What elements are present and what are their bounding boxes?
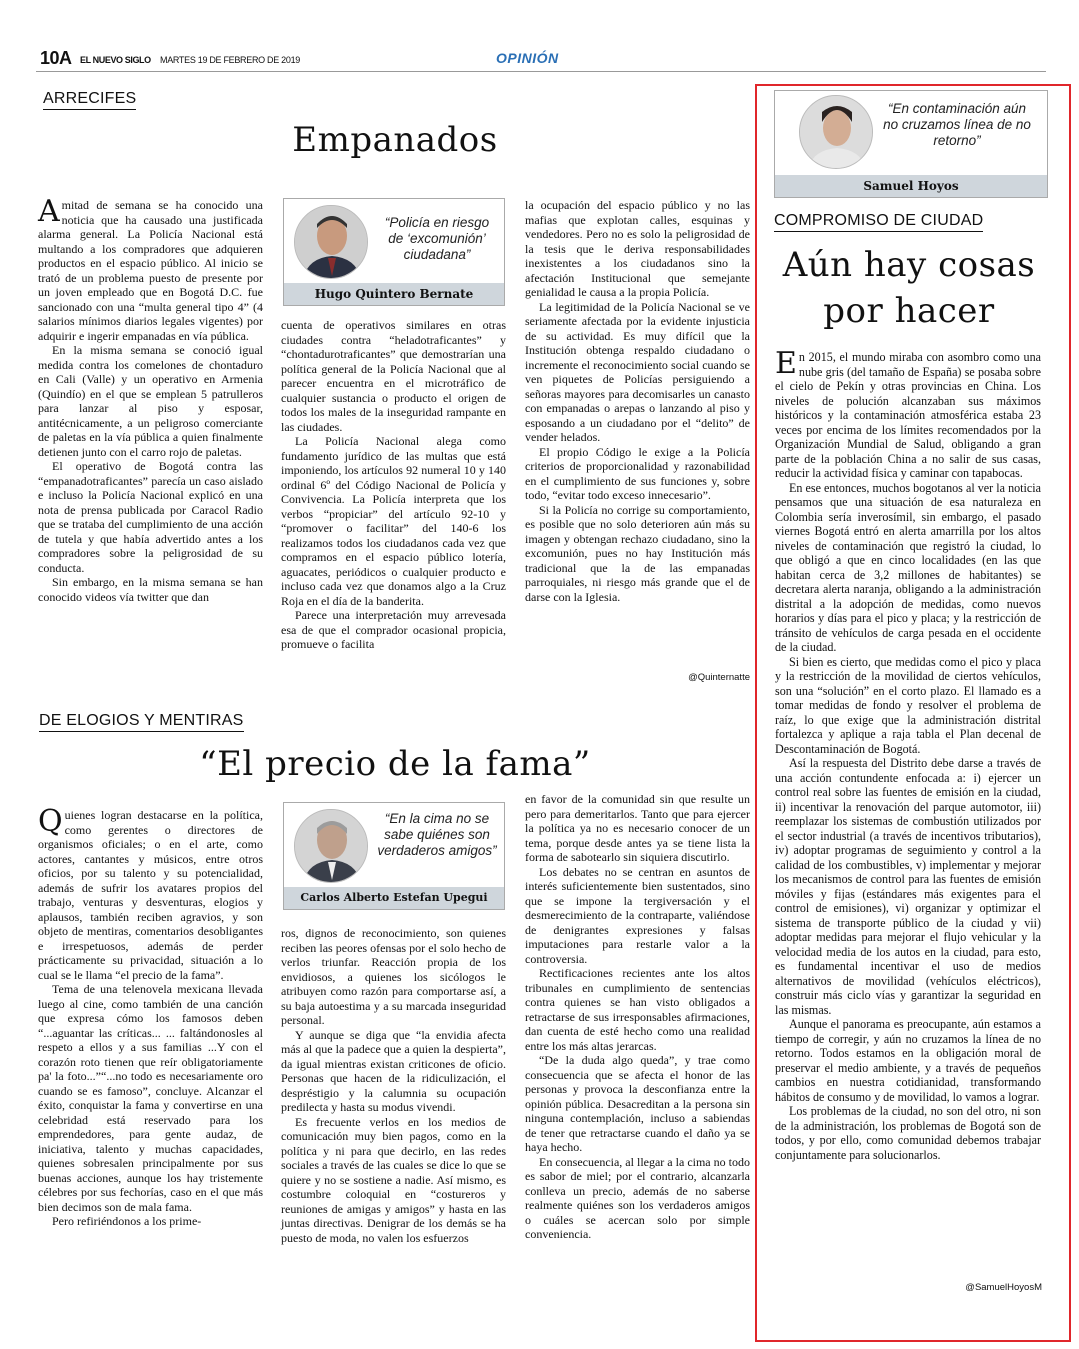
author-card — [283, 198, 505, 306]
article-column: en favor de la comunidad sin que resulte un pero para demeritarlos. Tanto que para ejercer la política ya no es necesario conocer de un tema, porque desde antes ya se tiene lista la forma de sabotearlo sin siquiera discutirlo. Los debates no se centran en asuntos de interés suficientemente bien sustentados, sino que se impone la tergiversación y el desmerecimiento de la contraparte, valiéndose de denigrantes expresiones y falsas imputaciones para restarle valor a la controversia. Rectificaciones recientes ante los altos tribunales en cumplimiento de sentencias contra quienes se han visto obligados a retractarse de sus irresponsables afirmaciones, dan cuenta de esté hecho como una realidad entre los más altas jerarcas. “De la duda algo queda”, y trae como consecuencia que se afecta el honor de las personas y provoca la desconfianza entre la opinión pública. Desacreditan a la persona sin ninguna contemplación, incluso a sabiendas de tener que retractarse cuando el daño ya se haya hecho. En consecuencia, al llegar a la cima no todo es sabor de miel; por el contrario, alcanzarla conlleva un precio, además de no saberse realmente quiénes son los verdaderos amigos o cuáles se acercan solo por simple conveniencia. — [525, 792, 750, 1241]
pull-quote: “En la cima no se sabe quiénes son verdaderos amigos” — [377, 811, 497, 858]
author-photo — [294, 809, 368, 883]
drop-cap: A — [38, 194, 60, 229]
page-header — [36, 46, 1046, 72]
issue-date: MARTES 19 DE FEBRERO DE 2019 — [160, 55, 300, 65]
article-title: “El precio de la fama” — [199, 744, 591, 784]
author-photo — [799, 95, 873, 169]
article-column: En 2015, el mundo miraba con asombro como una nube gris (del tamaño de España) se posaba sobre el cielo de Pekín y otras provincias en China. Los niveles de polución alcanzaban sus máximos históricos y la contaminación atmosférica estaba 23 veces por encima de los límites recomendados por la Organización Mundial de Salud, obligando a gran parte de la población China a no salir de sus casas, reducir la actividad física y caminar con tapabocas. En ese entonces, muchos bogotanos al ver la noticia pensamos que una situación de esa naturaleza en Colombia sería inverosímil, sin embargo, el pasado viernes Bogotá entró en alerta amarrilla por los altos niveles de contaminación que registró la ciudad, lo que obligó a que en cinco localidades (en las que habitan cerca de 3,2 millones de habitantes) se decretara alerta naranja, obligando a la administración distrital a la adopción de medidas, como nuevos horarios y días para el pico y placa; y la restricción de tránsito de vehículos de carga pesada en el occidente de la ciudad. Si bien es cierto, que medidas como el pico y placa y la restricción de la movilidad de ciertos vehículos, son una “solución” en el corto plazo. El llamado es a tomar medidas de fondo y resolver el problema de raíz, lo que exige que la administración distrital fortalezca y aplique a raja tabla el Plan decenal de Descontaminación de Bogotá. Así la respuesta del Distrito debe darse a través de una acción contundente enfocada a: i) ejercer un control real sobre las fuentes de emisión en la ciudad, ii) incentivar la renovación del parque automotor, iii) reemplazar los sistemas de combustión utilizados por el sector industrial (a través de incentivos tributarios), iv) adoptar programas de seguimiento y control a la calidad de los combustibles, v) implementar y mejorar los mecanismos de control para las fuentes de emisión móviles y fijas (estándares más exigentes para el control de emisiones), vi) organizar y optimizar el sistema de transporte público de la ciudad y vii) adoptar medidas para mejorar el flujo vehicular y la velocidad media de los autos en la ciudad, para esto, es fundamental incentivar el uso de medios alternativos de movilidad (vehículos eléctricos), construir más ciclo vías y garantizar la seguridad en las mismas. Aunque el panorama es preocupante, aún estamos a tiempo de corregir, y aún no cruzamos la línea de no retorno. Todos estamos en la obligación moral de preservar el medio ambiente, y a través de pequeños cambios en nuestra cotidianidad, transformando hábitos de consumo y de movilidad, lo vamos a lograr. Los problemas de la ciudad, no son del otro, ni son de la administración, los problemas de Bogotá son de todos, y por ello, como comunidad debemos trabajar conjuntamente para solucionarlos. — [775, 346, 1041, 1162]
article-title: Aún hay cosas por hacer — [782, 245, 1036, 331]
page-number: 10A — [40, 48, 72, 68]
author-photo — [294, 205, 368, 279]
author-card — [283, 802, 505, 910]
drop-cap: Q — [38, 804, 63, 839]
author-handle: @SamuelHoyosM — [965, 1282, 1042, 1293]
author-name: Hugo Quintero Bernate — [284, 283, 504, 305]
section-name: OPINIÓN — [496, 50, 559, 66]
author-handle: @Quinternatte — [688, 672, 750, 683]
article-column: la ocupación del espacio público y no las mafias que explotan calles, esquinas y vendedores. Pero no es solo la peligrosidad de la tesis que le deriva responsabilidades inexistentes a los ciudadanos sino la afectación Institucional que semejante genialidad le causa a la propia Policía. La legitimidad de la Policía Nacional se ve seriamente afectada por la evidente injusticia de su actividad. Es muy difícil que la Institución obtenga respaldo ciudadano o incremente el reconocimiento social cuando se ven piquetes de Policías persiguiendo a señoras mayores para decomisarles un canasto con empanadas o arepas o lanzando al piso y esposando a un ciudadano por el “delito” de vender helados. El propio Código le exige a la Policía criterios de proporcionalidad y razonabilidad en el cumplimiento de sus funciones y, sobre todo, “evitar todo exceso innecesario”. Si la Policía no corrige su comportamiento, es posible que no solo deterioren aún más su imagen y obtengan rechazo ciudadano, sino la excomunión, pues no hay Institución más tradicional que la de las empanadas parroquiales, ni riesgo más grande que el de darse con la Iglesia. — [525, 198, 750, 604]
author-card — [774, 90, 1048, 198]
pull-quote: “Policía en riesgo de ‘excomunión’ ciudadana” — [384, 215, 490, 262]
kicker-elogios: DE ELOGIOS Y MENTIRAS — [39, 712, 244, 732]
author-name: Carlos Alberto Estefan Upegui — [284, 887, 504, 909]
article-column: cuenta de operativos similares en otras ciudades contra “heladotraficantes” y “chontadurotraficantes” que demostrarían una política general de la Policía Nacional que al parecer encuentra en el microtráfico de cualquier sustancia o producto el origen de todos los males de la inseguridad rampante en las ciudades. La Policía Nacional alega como fundamento jurídico de las multas que está imponiendo, los artículos 92 numeral 10 y 140 ordinal 6º del Código Nacional de Policía y Convivencia. La Policía interpreta que los verbos “propiciar” del artículo 92-10 y “promover o facilitar” del 140-6 los realizamos todos los ciudadanos cada vez que compramos en el espacio público lotería, aguacates, periódicos o cualquier producto e incluso cada vez que donamos algo a la Cruz Roja en el día de la banderita. Parece una interpretación muy arrevesada esa de que el comprador ocasional propicia, promueve o facilita — [281, 318, 506, 651]
article-column: Quienes logran destacarse en la política, como gerentes o directores de organismos oficiales; o en el arte, como actores, cantantes y músicos, entre otros oficios, por su talento y su potencialidad, además de sufrir los avatares propios del trabajo, venturas y desventuras, elogios y aplausos, también reciben agravios, y son objeto de mentiras, comentarios desobligantes e irrespetuosos, además de perder prácticamente su privacidad, situación a lo cual se le llama “el precio de la fama”. Tema de una telenovela mexicana llevada luego al cine, como también de una canción que expresa cómo los famosos deben “...aguantar las críticas... ... faltándonosles al respeto a ellos y a sus familias ...Y con el corazón roto tienen que reír obligatoriamente pa' la foto...”“...no todo es necesariamente oro cuando se es famoso”, concluye. Alcanzar el éxito, conquistar la fama y convertirse en una celebridad está reservado para los emprendedores, para gente audaz, de iniciativa, talento y muchas capacidades, quienes sobresalen principalmente por sus buenas acciones, aunque los hay tristemente célebres por sus fechorías, caso en el que más bien decimos son de mala fama. Pero refiriéndonos a los prime- — [38, 804, 263, 1228]
kicker-arrecifes: ARRECIFES — [43, 90, 136, 110]
author-name: Samuel Hoyos — [775, 175, 1047, 197]
newspaper-name: EL NUEVO SIGLO — [80, 55, 151, 65]
drop-cap: E — [775, 346, 797, 381]
article-title: Empanados — [292, 120, 498, 160]
article-column: Amitad de semana se ha conocido una noticia que ha causado una justificada alarma general. La Policía Nacional está multando a los compradores que adquieren productos en el espacio público. Al inicio se trató de un problema puesto de presente por un joven empleado que en Bogotá D.C. fue sancionado con una “multa general tipo 4” (4 salarios mínimos diarios legales vigentes) por adquirir e ingerir empanadas en vía pública. En la misma semana se conoció igual medida contra los comelones de chontaduro en Cali (Valle) y un operativo en Armenia (Quindío) en el que se emplean 5 patrulleros para lanzar al piso y esposar, antitécnicamente, a un peligroso comerciante de paletas en la vía pública a quien finalmente detienen junto con el carro rojo de paletas. El operativo de Bogotá contra las “empanadotraficantes” parecía un caso aislado e incluso la Policía Nacional explicó en una nota de prensa publicada por Caracol Radio que se trataba del cumplimiento de una acción de tutela y que había advertido antes a los compradores sobre la peligrosidad de su conducta. Sin embargo, en la misma semana se han conocido videos vía twitter que dan — [38, 194, 263, 604]
article-column: ros, dignos de reconocimiento, son quienes reciben las peores ofensas por el solo hecho de verlos triunfar. Reacción propia de los envidiosos, a quienes los sicólogos le atribuyen como razón para comportarse así, a su baja autoestima y a su marcada inseguridad personal. Y aunque se diga que “la envidia afecta más al que la padece que a quien la despierta”, da igual mientras existan criticones de oficio. Personas que hacen de la ridiculización, el despréstigio y la calumnia su ocupación predilecta y hasta su modus vivendi. Es frecuente verlos en los medios de comunicación muy bien pagos, como en la política y ni para que decirlo, en las redes sociales a través de las cuales se dice lo que se quiere y no se sostiene a nadie. Así mismo, es costumbre coloquial en “costureros y reuniones de amigas y amigos” y hasta en las juntas directivas. Denigrar de los demás se ha puesto de moda, no valen los esfuerzos — [281, 926, 506, 1245]
kicker-compromiso: COMPROMISO DE CIUDAD — [774, 212, 983, 232]
pull-quote: “En contaminación aún no cruzamos línea de no retorno” — [883, 101, 1031, 148]
